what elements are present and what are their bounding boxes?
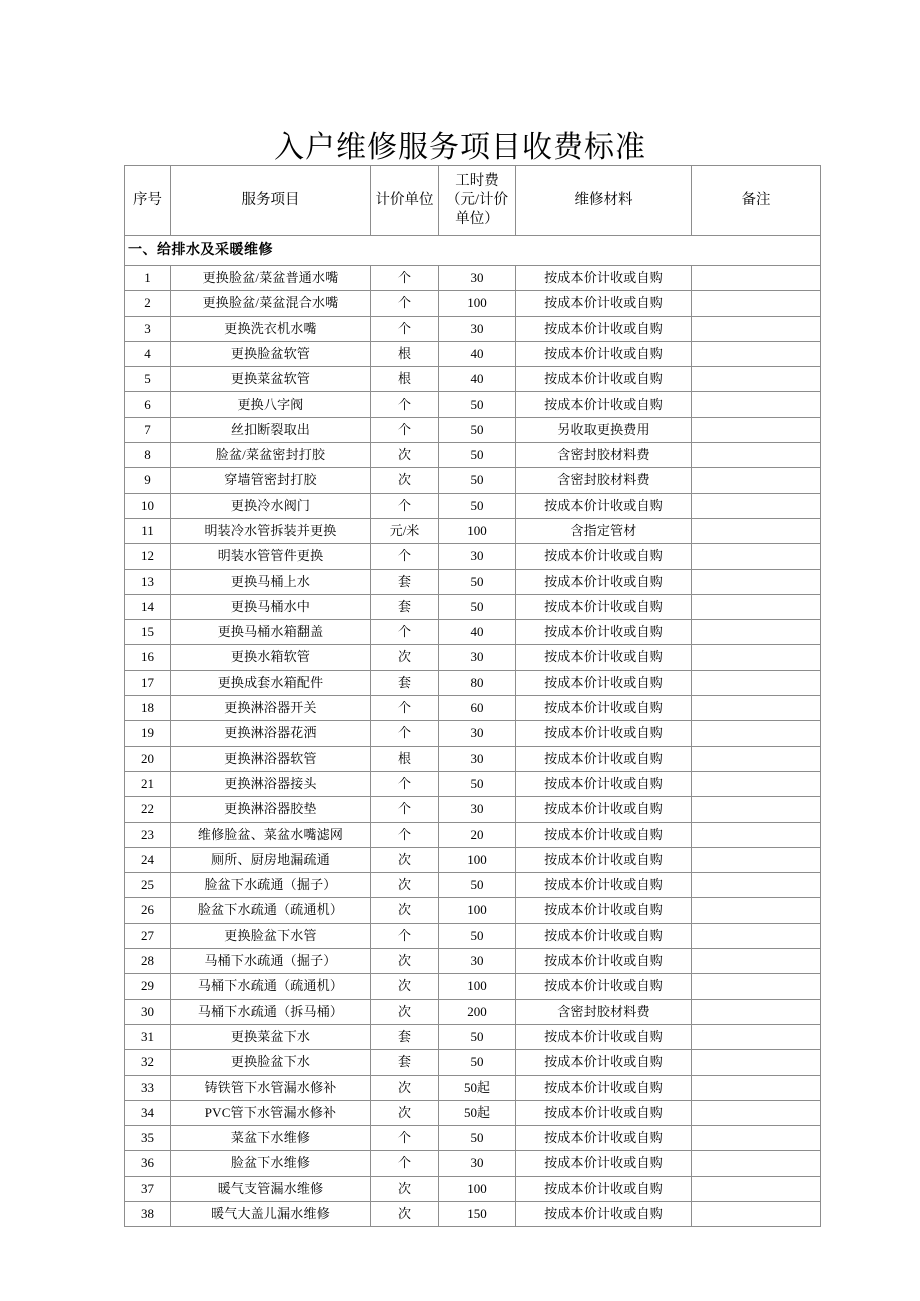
column-header-fee: 工时费（元/计价单位） — [439, 166, 516, 236]
repair-material: 按成本价计收或自购 — [516, 620, 692, 645]
service-item: 更换八字阀 — [171, 392, 371, 417]
remark — [692, 417, 821, 442]
service-item: 脸盆下水维修 — [171, 1151, 371, 1176]
repair-material: 按成本价计收或自购 — [516, 746, 692, 771]
table-row — [125, 1100, 821, 1125]
repair-material: 按成本价计收或自购 — [516, 569, 692, 594]
labor-fee: 50起 — [439, 1100, 516, 1125]
repair-material: 按成本价计收或自购 — [516, 392, 692, 417]
service-item: 更换脸盆下水 — [171, 1050, 371, 1075]
labor-fee: 50 — [439, 771, 516, 796]
repair-material: 按成本价计收或自购 — [516, 1201, 692, 1226]
pricing-unit: 根 — [371, 367, 439, 392]
pricing-unit: 次 — [371, 1075, 439, 1100]
remark — [692, 544, 821, 569]
remark — [692, 518, 821, 543]
table-row — [125, 898, 821, 923]
row-number: 25 — [125, 873, 171, 898]
remark — [692, 291, 821, 316]
pricing-unit: 个 — [371, 493, 439, 518]
row-number: 16 — [125, 645, 171, 670]
row-number: 32 — [125, 1050, 171, 1075]
row-number: 38 — [125, 1201, 171, 1226]
table-row — [125, 468, 821, 493]
table-row — [125, 341, 821, 366]
repair-material: 按成本价计收或自购 — [516, 1100, 692, 1125]
pricing-unit: 个 — [371, 544, 439, 569]
pricing-unit: 次 — [371, 974, 439, 999]
table-row — [125, 923, 821, 948]
pricing-unit: 次 — [371, 645, 439, 670]
remark — [692, 1050, 821, 1075]
fee-schedule-table — [124, 165, 821, 1227]
remark — [692, 949, 821, 974]
pricing-unit: 个 — [371, 417, 439, 442]
service-item: 更换成套水箱配件 — [171, 670, 371, 695]
column-header-unit: 计价单位 — [371, 166, 439, 236]
row-number: 1 — [125, 266, 171, 291]
service-item: 暖气支管漏水维修 — [171, 1176, 371, 1201]
pricing-unit: 个 — [371, 1151, 439, 1176]
table-row — [125, 493, 821, 518]
table-row — [125, 1050, 821, 1075]
labor-fee: 50 — [439, 1024, 516, 1049]
table-header — [125, 166, 821, 236]
table-row — [125, 721, 821, 746]
labor-fee: 50 — [439, 1050, 516, 1075]
service-item: 铸铁管下水管漏水修补 — [171, 1075, 371, 1100]
remark — [692, 797, 821, 822]
repair-material: 按成本价计收或自购 — [516, 847, 692, 872]
labor-fee: 100 — [439, 1176, 516, 1201]
repair-material: 按成本价计收或自购 — [516, 1126, 692, 1151]
remark — [692, 1024, 821, 1049]
service-item: 更换冷水阀门 — [171, 493, 371, 518]
repair-material: 按成本价计收或自购 — [516, 1050, 692, 1075]
table-row — [125, 999, 821, 1024]
service-item: 马桶下水疏通（疏通机） — [171, 974, 371, 999]
table-row — [125, 443, 821, 468]
labor-fee: 50 — [439, 569, 516, 594]
repair-material: 按成本价计收或自购 — [516, 721, 692, 746]
labor-fee: 100 — [439, 518, 516, 543]
repair-material: 按成本价计收或自购 — [516, 873, 692, 898]
table-row — [125, 291, 821, 316]
repair-material: 含密封胶材料费 — [516, 443, 692, 468]
service-item: 更换马桶上水 — [171, 569, 371, 594]
table-row — [125, 417, 821, 442]
remark — [692, 316, 821, 341]
row-number: 36 — [125, 1151, 171, 1176]
row-number: 7 — [125, 417, 171, 442]
labor-fee: 50 — [439, 493, 516, 518]
labor-fee: 100 — [439, 847, 516, 872]
labor-fee: 30 — [439, 949, 516, 974]
pricing-unit: 次 — [371, 949, 439, 974]
remark — [692, 620, 821, 645]
service-item: 明装冷水管拆装并更换 — [171, 518, 371, 543]
remark — [692, 999, 821, 1024]
repair-material: 按成本价计收或自购 — [516, 797, 692, 822]
service-item: 更换马桶水中 — [171, 594, 371, 619]
repair-material: 按成本价计收或自购 — [516, 1075, 692, 1100]
row-number: 27 — [125, 923, 171, 948]
page-title: 入户维修服务项目收费标准 — [274, 131, 646, 165]
labor-fee: 150 — [439, 1201, 516, 1226]
row-number: 4 — [125, 341, 171, 366]
table-row — [125, 949, 821, 974]
remark — [692, 1201, 821, 1226]
table-row — [125, 1024, 821, 1049]
table-row — [125, 1176, 821, 1201]
repair-material: 按成本价计收或自购 — [516, 696, 692, 721]
service-item: 更换淋浴器软管 — [171, 746, 371, 771]
remark — [692, 670, 821, 695]
repair-material: 按成本价计收或自购 — [516, 316, 692, 341]
labor-fee: 50 — [439, 443, 516, 468]
repair-material: 按成本价计收或自购 — [516, 594, 692, 619]
column-header-note: 备注 — [692, 166, 821, 236]
labor-fee: 30 — [439, 544, 516, 569]
pricing-unit: 次 — [371, 468, 439, 493]
labor-fee: 50 — [439, 594, 516, 619]
labor-fee: 60 — [439, 696, 516, 721]
service-item: 菜盆下水维修 — [171, 1126, 371, 1151]
row-number: 8 — [125, 443, 171, 468]
remark — [692, 392, 821, 417]
remark — [692, 873, 821, 898]
pricing-unit: 个 — [371, 771, 439, 796]
pricing-unit: 次 — [371, 898, 439, 923]
row-number: 17 — [125, 670, 171, 695]
labor-fee: 30 — [439, 1151, 516, 1176]
repair-material: 按成本价计收或自购 — [516, 771, 692, 796]
repair-material: 含密封胶材料费 — [516, 468, 692, 493]
table-row — [125, 518, 821, 543]
labor-fee: 40 — [439, 620, 516, 645]
labor-fee: 30 — [439, 721, 516, 746]
table-row — [125, 696, 821, 721]
table-row — [125, 974, 821, 999]
service-item: 维修脸盆、菜盆水嘴滤网 — [171, 822, 371, 847]
table-row — [125, 822, 821, 847]
repair-material: 按成本价计收或自购 — [516, 898, 692, 923]
labor-fee: 30 — [439, 746, 516, 771]
labor-fee: 30 — [439, 645, 516, 670]
remark — [692, 721, 821, 746]
row-number: 11 — [125, 518, 171, 543]
pricing-unit: 次 — [371, 443, 439, 468]
row-number: 22 — [125, 797, 171, 822]
remark — [692, 847, 821, 872]
labor-fee: 50 — [439, 468, 516, 493]
row-number: 23 — [125, 822, 171, 847]
row-number: 15 — [125, 620, 171, 645]
repair-material: 按成本价计收或自购 — [516, 1176, 692, 1201]
labor-fee: 30 — [439, 266, 516, 291]
table-row — [125, 847, 821, 872]
table-row — [125, 544, 821, 569]
pricing-unit: 个 — [371, 392, 439, 417]
table-row — [125, 797, 821, 822]
row-number: 5 — [125, 367, 171, 392]
service-item: 更换洗衣机水嘴 — [171, 316, 371, 341]
remark — [692, 822, 821, 847]
service-item: 更换脸盆软管 — [171, 341, 371, 366]
pricing-unit: 次 — [371, 1100, 439, 1125]
row-number: 13 — [125, 569, 171, 594]
row-number: 3 — [125, 316, 171, 341]
pricing-unit: 次 — [371, 873, 439, 898]
remark — [692, 443, 821, 468]
remark — [692, 367, 821, 392]
labor-fee: 50 — [439, 417, 516, 442]
table-row — [125, 392, 821, 417]
row-number: 20 — [125, 746, 171, 771]
row-number: 12 — [125, 544, 171, 569]
repair-material: 按成本价计收或自购 — [516, 974, 692, 999]
repair-material: 按成本价计收或自购 — [516, 923, 692, 948]
service-item: PVC管下水管漏水修补 — [171, 1100, 371, 1125]
row-number: 35 — [125, 1126, 171, 1151]
service-item: 更换菜盆下水 — [171, 1024, 371, 1049]
service-item: 脸盆下水疏通（掘子） — [171, 873, 371, 898]
pricing-unit: 次 — [371, 1201, 439, 1226]
pricing-unit: 套 — [371, 670, 439, 695]
pricing-unit: 个 — [371, 291, 439, 316]
pricing-unit: 次 — [371, 1176, 439, 1201]
labor-fee: 80 — [439, 670, 516, 695]
labor-fee: 50起 — [439, 1075, 516, 1100]
column-header-no: 序号 — [125, 166, 171, 236]
service-item: 穿墙管密封打胶 — [171, 468, 371, 493]
labor-fee: 100 — [439, 974, 516, 999]
repair-material: 另收取更换费用 — [516, 417, 692, 442]
service-item: 更换脸盆/菜盆混合水嘴 — [171, 291, 371, 316]
remark — [692, 923, 821, 948]
labor-fee: 50 — [439, 923, 516, 948]
repair-material: 含指定管材 — [516, 518, 692, 543]
table-row — [125, 316, 821, 341]
remark — [692, 696, 821, 721]
remark — [692, 1075, 821, 1100]
remark — [692, 468, 821, 493]
table-row — [125, 873, 821, 898]
labor-fee: 20 — [439, 822, 516, 847]
remark — [692, 594, 821, 619]
remark — [692, 645, 821, 670]
table-row — [125, 645, 821, 670]
row-number: 2 — [125, 291, 171, 316]
row-number: 6 — [125, 392, 171, 417]
labor-fee: 40 — [439, 367, 516, 392]
labor-fee: 50 — [439, 1126, 516, 1151]
service-item: 更换淋浴器花洒 — [171, 721, 371, 746]
service-item: 更换脸盆下水管 — [171, 923, 371, 948]
repair-material: 按成本价计收或自购 — [516, 266, 692, 291]
section-header-row — [125, 236, 821, 266]
remark — [692, 771, 821, 796]
remark — [692, 569, 821, 594]
pricing-unit: 元/米 — [371, 518, 439, 543]
table-row — [125, 670, 821, 695]
row-number: 19 — [125, 721, 171, 746]
labor-fee: 30 — [439, 797, 516, 822]
row-number: 30 — [125, 999, 171, 1024]
repair-material: 按成本价计收或自购 — [516, 1024, 692, 1049]
pricing-unit: 个 — [371, 721, 439, 746]
service-item: 暖气大盖儿漏水维修 — [171, 1201, 371, 1226]
remark — [692, 898, 821, 923]
service-item: 更换菜盆软管 — [171, 367, 371, 392]
pricing-unit: 套 — [371, 1050, 439, 1075]
table-row — [125, 367, 821, 392]
pricing-unit: 个 — [371, 620, 439, 645]
pricing-unit: 套 — [371, 569, 439, 594]
repair-material: 按成本价计收或自购 — [516, 670, 692, 695]
labor-fee: 30 — [439, 316, 516, 341]
service-item: 明装水管管件更换 — [171, 544, 371, 569]
repair-material: 按成本价计收或自购 — [516, 544, 692, 569]
row-number: 31 — [125, 1024, 171, 1049]
repair-material: 按成本价计收或自购 — [516, 341, 692, 366]
service-item: 脸盆/菜盆密封打胶 — [171, 443, 371, 468]
section-header-label: 一、给排水及采暖维修 — [125, 236, 821, 266]
service-item: 丝扣断裂取出 — [171, 417, 371, 442]
pricing-unit: 次 — [371, 999, 439, 1024]
column-header-material: 维修材料 — [516, 166, 692, 236]
pricing-unit: 个 — [371, 316, 439, 341]
row-number: 9 — [125, 468, 171, 493]
pricing-unit: 个 — [371, 797, 439, 822]
pricing-unit: 个 — [371, 822, 439, 847]
labor-fee: 100 — [439, 898, 516, 923]
repair-material: 按成本价计收或自购 — [516, 291, 692, 316]
table-row — [125, 620, 821, 645]
row-number: 29 — [125, 974, 171, 999]
repair-material: 按成本价计收或自购 — [516, 822, 692, 847]
table-row — [125, 1075, 821, 1100]
service-item: 更换淋浴器开关 — [171, 696, 371, 721]
pricing-unit: 根 — [371, 746, 439, 771]
remark — [692, 341, 821, 366]
service-item: 更换水箱软管 — [171, 645, 371, 670]
labor-fee: 200 — [439, 999, 516, 1024]
service-item: 更换马桶水箱翻盖 — [171, 620, 371, 645]
table-row — [125, 266, 821, 291]
repair-material: 含密封胶材料费 — [516, 999, 692, 1024]
service-item: 马桶下水疏通（拆马桶） — [171, 999, 371, 1024]
labor-fee: 50 — [439, 873, 516, 898]
remark — [692, 493, 821, 518]
remark — [692, 746, 821, 771]
repair-material: 按成本价计收或自购 — [516, 493, 692, 518]
pricing-unit: 套 — [371, 1024, 439, 1049]
pricing-unit: 个 — [371, 696, 439, 721]
remark — [692, 1151, 821, 1176]
table-row — [125, 569, 821, 594]
row-number: 21 — [125, 771, 171, 796]
repair-material: 按成本价计收或自购 — [516, 1151, 692, 1176]
pricing-unit: 个 — [371, 923, 439, 948]
remark — [692, 266, 821, 291]
row-number: 37 — [125, 1176, 171, 1201]
labor-fee: 100 — [439, 291, 516, 316]
labor-fee: 50 — [439, 392, 516, 417]
repair-material: 按成本价计收或自购 — [516, 367, 692, 392]
row-number: 10 — [125, 493, 171, 518]
remark — [692, 1176, 821, 1201]
pricing-unit: 次 — [371, 847, 439, 872]
row-number: 26 — [125, 898, 171, 923]
row-number: 18 — [125, 696, 171, 721]
pricing-unit: 个 — [371, 266, 439, 291]
labor-fee: 40 — [439, 341, 516, 366]
service-item: 马桶下水疏通（掘子） — [171, 949, 371, 974]
row-number: 34 — [125, 1100, 171, 1125]
table-body — [125, 236, 821, 1227]
pricing-unit: 个 — [371, 1126, 439, 1151]
remark — [692, 1100, 821, 1125]
service-item: 更换淋浴器胶垫 — [171, 797, 371, 822]
table-header-row — [125, 166, 821, 236]
table-row — [125, 746, 821, 771]
fee-table-container — [124, 165, 820, 1227]
row-number: 24 — [125, 847, 171, 872]
table-row — [125, 1126, 821, 1151]
pricing-unit: 根 — [371, 341, 439, 366]
table-row — [125, 771, 821, 796]
row-number: 33 — [125, 1075, 171, 1100]
column-header-item: 服务项目 — [171, 166, 371, 236]
table-row — [125, 1151, 821, 1176]
pricing-unit: 套 — [371, 594, 439, 619]
row-number: 28 — [125, 949, 171, 974]
service-item: 厕所、厨房地漏疏通 — [171, 847, 371, 872]
repair-material: 按成本价计收或自购 — [516, 949, 692, 974]
service-item: 更换脸盆/菜盆普通水嘴 — [171, 266, 371, 291]
service-item: 脸盆下水疏通（疏通机） — [171, 898, 371, 923]
remark — [692, 1126, 821, 1151]
repair-material: 按成本价计收或自购 — [516, 645, 692, 670]
remark — [692, 974, 821, 999]
table-row — [125, 1201, 821, 1226]
table-row — [125, 594, 821, 619]
service-item: 更换淋浴器接头 — [171, 771, 371, 796]
row-number: 14 — [125, 594, 171, 619]
